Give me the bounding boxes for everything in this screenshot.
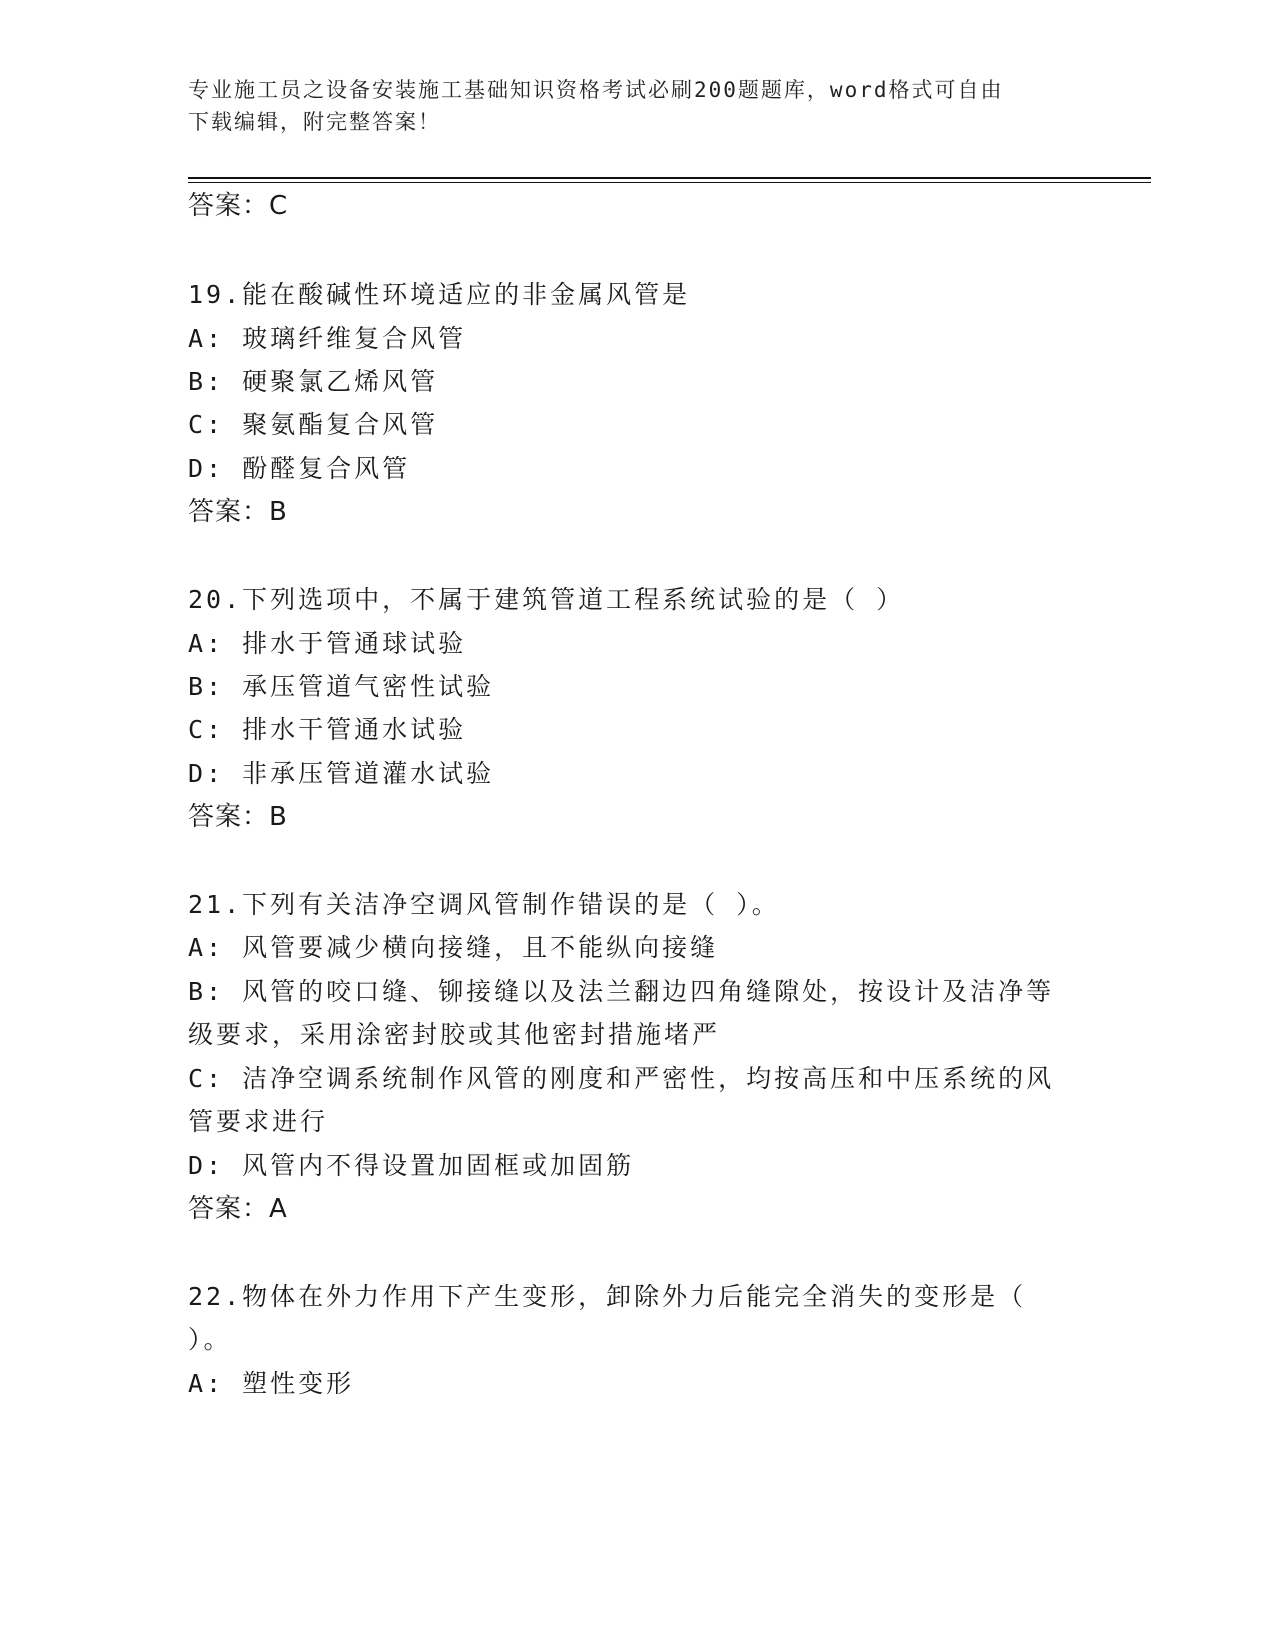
q21-stem: 21.下列有关洁净空调风管制作错误的是（ ）。: [188, 890, 780, 919]
q20-option-d: D: 非承压管道灌水试验: [188, 759, 495, 788]
q19-answer: 答案：B: [188, 497, 288, 527]
q22-stem-line-1: 22.物体在外力作用下产生变形，卸除外力后能完全消失的变形是（: [188, 1282, 1027, 1311]
q20-option-b: B: 承压管道气密性试验: [188, 672, 495, 701]
q20-option-c: C: 排水干管通水试验: [188, 715, 467, 744]
q19-option-d: D: 酚醛复合风管: [188, 454, 411, 483]
q21-option-c-line-1: C: 洁净空调系统制作风管的刚度和严密性，均按高压和中压系统的风: [188, 1064, 1055, 1093]
q19-option-b: B: 硬聚氯乙烯风管: [188, 367, 439, 396]
q19-stem: 19.能在酸碱性环境适应的非金属风管是: [188, 280, 691, 309]
header-title-line-2: 下载编辑，附完整答案！: [188, 110, 441, 134]
q21-option-d: D: 风管内不得设置加固框或加固筋: [188, 1151, 635, 1180]
q19-option-c: C: 聚氨酯复合风管: [188, 410, 439, 439]
q20-stem: 20.下列选项中，不属于建筑管道工程系统试验的是（ ）: [188, 585, 905, 614]
q21-option-b-line-1: B: 风管的咬口缝、铆接缝以及法兰翻边四角缝隙处，按设计及洁净等: [188, 977, 1055, 1006]
q21-option-a: A: 风管要减少横向接缝，且不能纵向接缝: [188, 933, 719, 962]
q21-option-c-line-2: 管要求进行: [188, 1107, 329, 1136]
q20-option-a: A: 排水于管通球试验: [188, 629, 467, 658]
q20-answer: 答案：B: [188, 802, 288, 832]
q21-answer: 答案：A: [188, 1194, 288, 1224]
q22-stem-line-2: ）。: [188, 1325, 232, 1354]
document-header: [188, 74, 1088, 138]
q22-option-a: A: 塑性变形: [188, 1369, 355, 1398]
q19-option-a: A: 玻璃纤维复合风管: [188, 324, 467, 353]
q21-option-b-line-2: 级要求，采用涂密封胶或其他密封措施堵严: [188, 1020, 721, 1049]
header-rule-thick: [188, 177, 1151, 179]
header-title-line-1: 专业施工员之设备安装施工基础知识资格考试必刷200题题库，word格式可自由: [188, 78, 1004, 102]
previous-answer: 答案：C: [188, 191, 289, 221]
